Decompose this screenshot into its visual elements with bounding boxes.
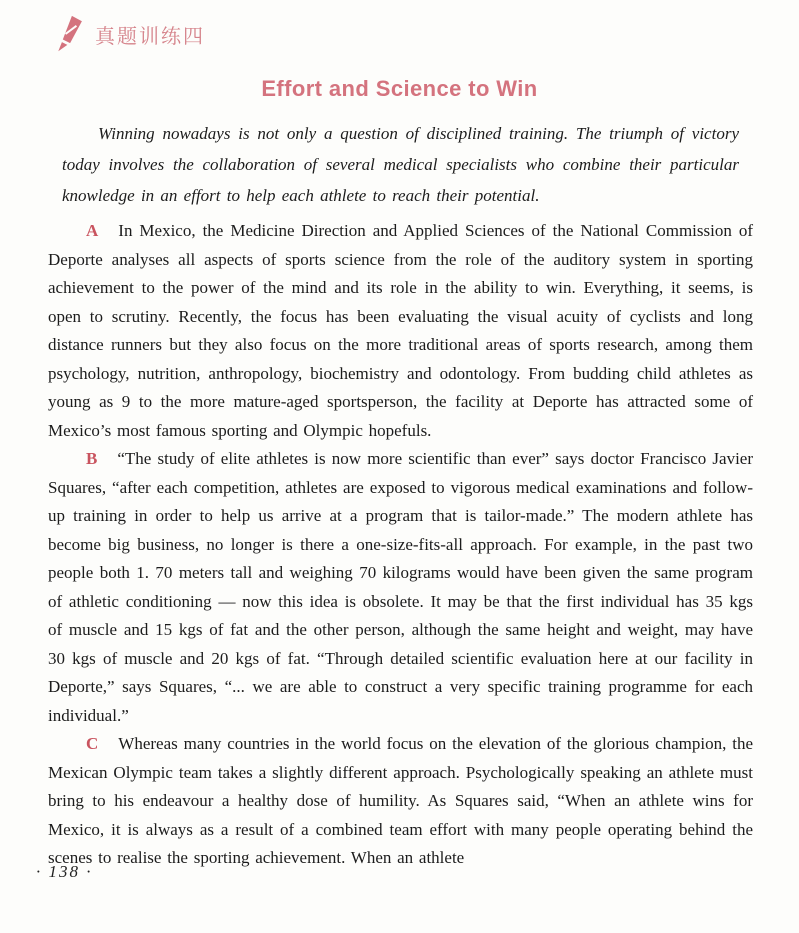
pencil-icon: [56, 14, 86, 54]
page-number: · 138 ·: [36, 862, 93, 881]
passage-content: [0, 118, 799, 873]
intro-paragraph: Winning nowadays is not only a question of disciplined training. The triumph of victory today involves the collaboration of several medical specialists who combine their particular knowledge in an effort to help each athlete to reach their potential.: [62, 124, 739, 205]
paragraph-a-label: A: [86, 221, 99, 240]
page-header: [0, 0, 799, 54]
passage-title: Effort and Science to Win: [261, 76, 538, 101]
paragraph-b-text: “The study of elite athletes is now more scientific than ever” says doctor Francisco Javier Squares, “after each competition, athletes are exposed to vigorous medical examinations and follow-up training in order to help us arrive at a program that is tailor-made.” The modern athlete has become big business, no longer is there a one-size-fits-all approach. For example, in the past two people both 1. 70 meters tall and weighing 70 kilograms would have been given the same program of athletic conditioning — now this idea is obsolete. It may be that the first individual has 35 kgs of muscle and 15 kgs of fat and the other person, although the same height and weight, may have 30 kgs of muscle and 20 kgs of fat. “Through detailed scientific evaluation here at our facility in Deporte,” says Squares, “... we are able to construct a very specific training programme for each individual.”: [48, 449, 753, 725]
header-section-label: 真题训练四: [95, 25, 205, 48]
paragraph-a: [48, 217, 753, 445]
paragraph-c: [48, 730, 753, 873]
paragraph-c-label: C: [86, 734, 99, 753]
paragraph-b: [48, 445, 753, 730]
page-footer: [36, 862, 93, 882]
paragraph-b-label: B: [86, 449, 98, 468]
paragraph-c-text: Whereas many countries in the world focus on the elevation of the glorious champion, the Mexican Olympic team takes a slightly different approach. Psychologically speaking an athlete must bring to his endeavour a healthy dose of humility. As Squares said, “When an athlete wins for Mexico, it is always as a result of a combined team effort with many people operating behind the scenes to realise the sporting achievement. When an athlete: [48, 734, 753, 867]
paragraph-a-text: In Mexico, the Medicine Direction and Applied Sciences of the National Commission of Deporte analyses all aspects of sports science from the role of the auditory system in sporting achievement to the power of the mind and its role in the ability to win. Everything, it seems, is open to scrutiny. Recently, the focus has been evaluating the visual acuity of cyclists and long distance runners but they also focus on the more traditional areas of sports research, among them psychology, nutrition, anthropology, biochemistry and odontology. From budding child athletes as young as 9 to the more mature-aged sportsperson, the facility at Deporte has attracted some of Mexico’s most famous sporting and Olympic hopefuls.: [48, 221, 753, 440]
